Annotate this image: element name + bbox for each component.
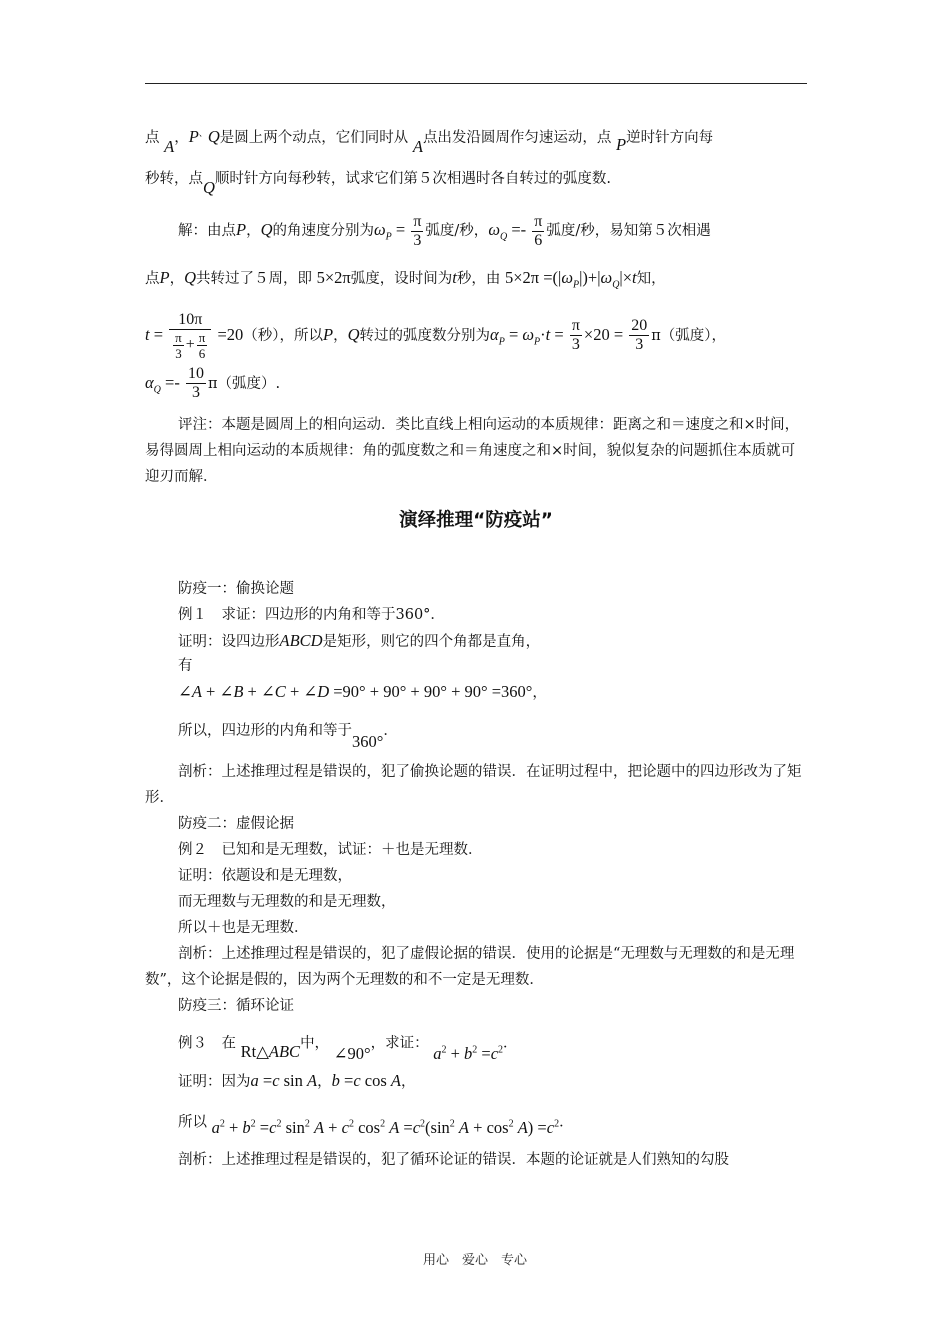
problem-line-2: 秒转，点Q顺时针方向每秒转，试求它们第５次相遇时各自转过的弧度数. bbox=[145, 171, 612, 197]
f3-heading: 防疫三：循环论证 bbox=[178, 997, 294, 1014]
f2-analysis: 剖析：上述推理过程是错误的，犯了虚假论据的错误．使用的论据是“无理数与无理数的和是无理数”，这个论据是假的，因为两个无理数的和不一定是无理数． bbox=[145, 945, 795, 988]
comment-paragraph: 评注：本题是圆周上的相向运动．类比直线上相向运动的本质规律：距离之和＝速度之和×时间，易得圆周上相向运动的本质规律：角的弧度数之和＝角速度之和×时间，貌似复杂的问题抓住本质就可迎刃而解． bbox=[145, 416, 800, 485]
f3-so: 所以 $a^2 + b^2 =c^2$ $\sin^2 A + c^2$ $\cos^2 A =c^2(\sin^2$ $A + \cos^2 A) =c^2$． bbox=[178, 1114, 574, 1137]
f1-analysis: 剖析：上述推理过程是错误的，犯了偷换论题的错误．在证明过程中，把论题中的四边形改为了矩形． bbox=[145, 763, 802, 806]
f3-example: 例３ 在 Rt△ABC中， ∠90°，求证： $a^2 + b^2 =c^2$． bbox=[178, 1035, 518, 1064]
problem-line-1: 点 A，P、Q是圆上两个动点，它们同时从 A点出发沿圆周作匀速运动，点 P逆时针方向每 bbox=[145, 127, 714, 156]
f1-heading: 防疫一：偷换论题 bbox=[178, 580, 294, 597]
f1-have: 有 bbox=[178, 657, 193, 674]
section-title: 演绎推理“防疫站” bbox=[399, 509, 553, 531]
f2-proof-1: 证明：依题设和是无理数， bbox=[178, 867, 352, 884]
f3-proof: 证明：因为a =c sin A，b =c cos A， bbox=[178, 1071, 416, 1091]
header-rule bbox=[145, 83, 807, 84]
f2-example: 例２ 已知和是无理数，试证：＋也是无理数． bbox=[178, 841, 483, 858]
solution-line-1: 解：由点P，Q的角速度分别为$\omega_P$ = $\frac{\pi}{3}$ 弧度/秒，$\omega_Q$ =- $\frac{\pi}{6}$ 弧度/秒，易知第５次相遇 bbox=[178, 212, 711, 249]
f1-equation: ∠A + ∠B + ∠C + ∠D =90° + 90° + 90° + 90° =360°， bbox=[178, 681, 547, 701]
f2-proof-3: 所以＋也是无理数． bbox=[178, 919, 309, 936]
f3-analysis: 剖析：上述推理过程是错误的，犯了循环论证的错误．本题的论证就是人们熟知的勾股 bbox=[178, 1151, 729, 1168]
f1-so: 所以，四边形的内角和等于360°． bbox=[178, 722, 398, 751]
solution-line-4: $\alpha_Q$ =- $\frac{10}{3}$ π（弧度）. bbox=[145, 365, 281, 402]
solution-line-3: t = 10π $\frac{\pi}{3}$ + $\frac{\pi}{6}$ =20（秒），所以P，Q转过的弧度数分别为$\alpha_P = \omega_P\cdot t$ = $\frac{\pi}{3}$ ×20 = $\frac{20}{3}$ π（弧度）， bbox=[145, 310, 727, 361]
f2-proof-2: 而无理数与无理数的和是无理数， bbox=[178, 893, 396, 910]
f1-example: 例１ 求证：四边形的内角和等于360°． bbox=[178, 606, 445, 623]
f2-heading: 防疫二：虚假论据 bbox=[178, 815, 294, 832]
page-footer: 用心 爱心 专心 bbox=[422, 1253, 527, 1268]
solution-line-2: 点P，Q共转过了５周，即 5×2π弧度，设时间为t秒，由 $5\times 2\pi =(|\omega_P|)+|\omega_Q|\times t$知， bbox=[145, 268, 666, 291]
f1-proof: 证明：设四边形ABCD是矩形，则它的四个角都是直角， bbox=[178, 630, 541, 650]
document-body bbox=[145, 118, 807, 1173]
